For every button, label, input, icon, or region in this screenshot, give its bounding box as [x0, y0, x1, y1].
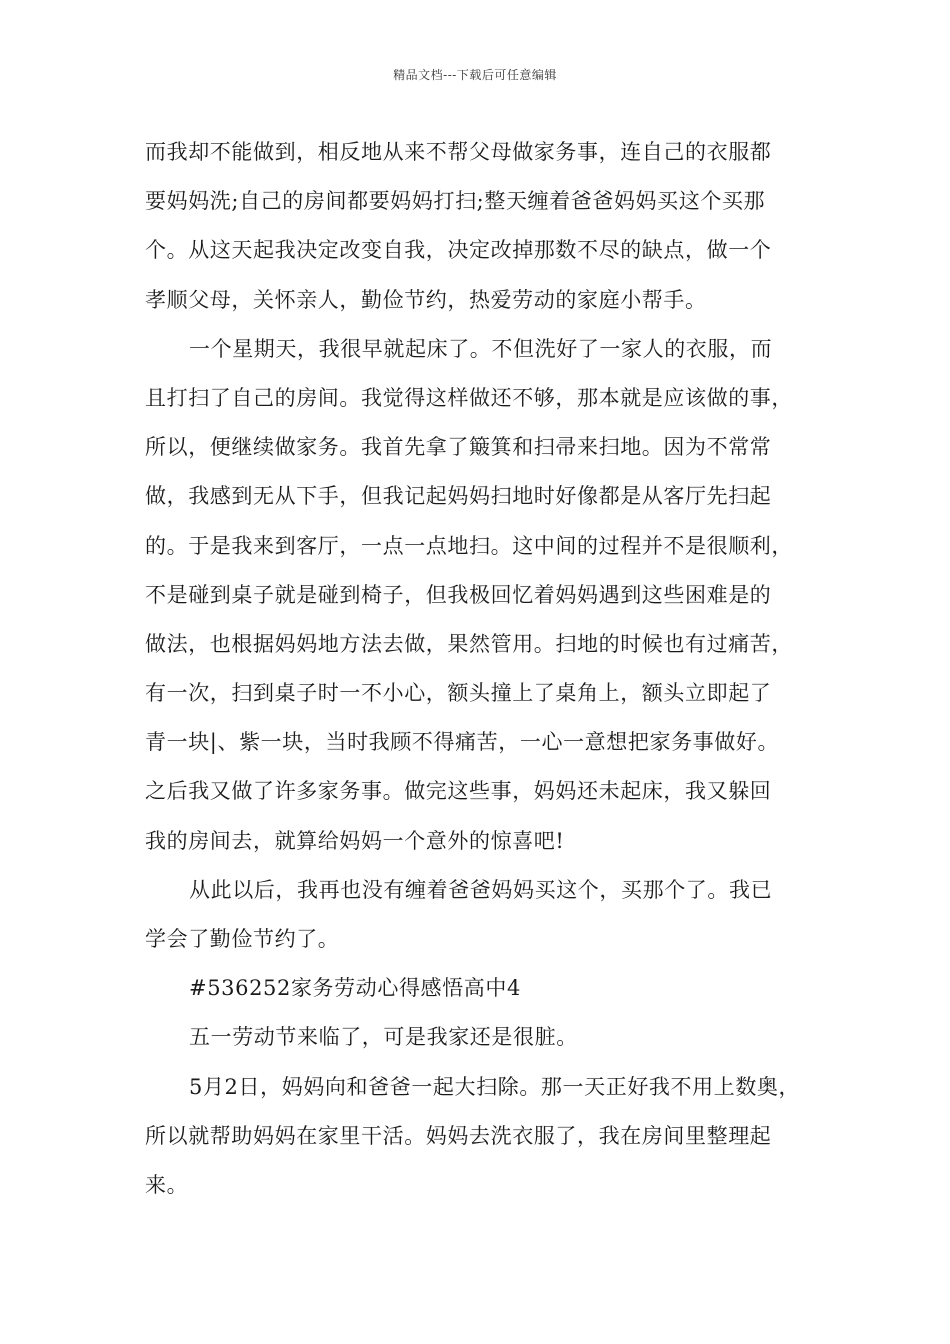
text-line: 做法，也根据妈妈地方法去做，果然管用。扫地的时候也有过痛苦， [145, 631, 793, 656]
text-line: 而我却不能做到，相反地从来不帮父母做家务事，连自己的衣服都 [145, 140, 772, 164]
paragraph-start-line: 从此以后，我再也没有缠着爸爸妈妈买这个，买那个了。我已 [189, 877, 773, 902]
text-line: 孝顺父母，关怀亲人，勤俭节约，热爱劳动的家庭小帮手。 [145, 287, 707, 312]
paragraph-start-line: 五一劳动节来临了，可是我家还是很脏。 [189, 1025, 578, 1050]
section-heading: #536252家务劳动心得感悟高中4 [189, 976, 521, 1001]
document-body [145, 128, 810, 1210]
text-line: 青一块|、紫一块，当时我顾不得痛苦，一心一意想把家务事做好。 [145, 730, 780, 755]
text-line: 要妈妈洗;自己的房间都要妈妈打扫;整天缠着爸爸妈妈买这个买那 [145, 189, 766, 214]
text-line: 个。从这天起我决定改变自我，决定改掉那数不尽的缺点，做一个 [145, 238, 772, 263]
text-line: 做，我感到无从下手，但我记起妈妈扫地时好像都是从客厅先扫起 [145, 484, 772, 509]
text-line: 不是碰到桌子就是碰到椅子，但我极回忆着妈妈遇到这些困难是的 [145, 582, 772, 607]
text-line: 且打扫了自己的房间。我觉得这样做还不够，那本就是应该做的事， [145, 385, 793, 410]
text-line: 学会了勤俭节约了。 [145, 927, 340, 951]
text-line: 来。 [145, 1172, 189, 1197]
text-line: 有一次，扫到桌子时一不小心，额头撞上了桌角上，额头立即起了 [145, 681, 772, 706]
paragraph-start-line: 5月2日，妈妈向和爸爸一起大扫除。那一天正好我不用上数奥， [189, 1074, 801, 1099]
text-line: 的。于是我来到客厅，一点一点地扫。这中间的过程并不是很顺利， [145, 533, 793, 558]
text-line: 所以，便继续做家务。我首先拿了簸箕和扫帚来扫地。因为不常常 [145, 435, 772, 460]
paragraph-start-line: 一个星期天，我很早就起床了。不但洗好了一家人的衣服，而 [189, 336, 773, 361]
text-line: 我的房间去，就算给妈妈一个意外的惊喜吧! [145, 828, 565, 853]
page-header: 精品文档---下载后可任意编辑 [393, 68, 557, 82]
text-line: 之后我又做了许多家务事。做完这些事，妈妈还未起床，我又躲回 [145, 779, 772, 804]
text-line: 所以就帮助妈妈在家里干活。妈妈去洗衣服了，我在房间里整理起 [145, 1123, 772, 1148]
